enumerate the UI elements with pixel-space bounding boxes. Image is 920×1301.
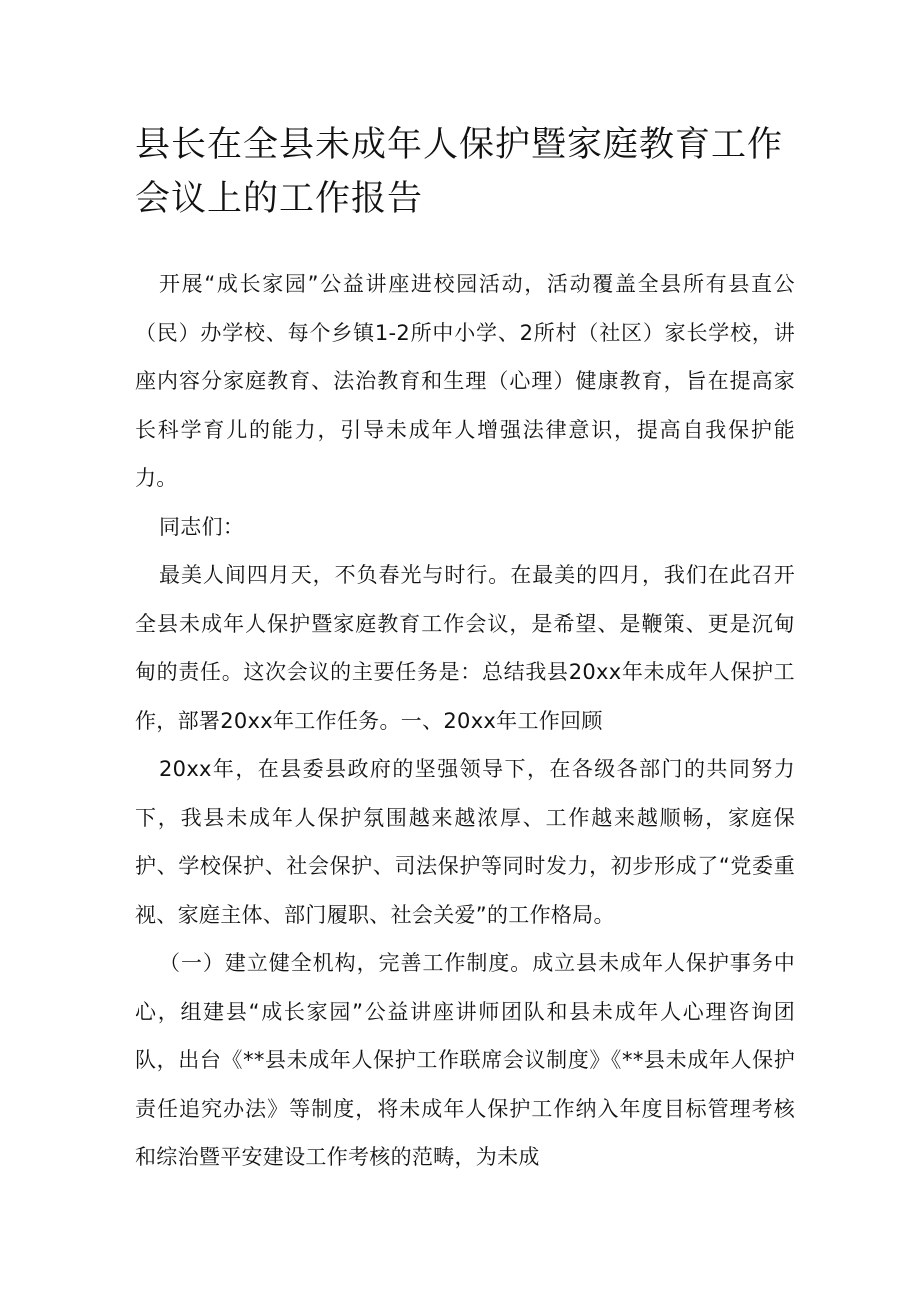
document-page (135, 118, 795, 1182)
document-title: 县长在全县未成年人保护暨家庭教育工作会议上的工作报告 (135, 125, 784, 219)
paragraph-salutation: 同志们： (159, 514, 245, 539)
paragraph-section-one: （一）建立健全机构，完善工作制度。成立县未成年人保护事务中心，组建县“成长家园”公益讲座讲师团队和县未成年人心理咨询团队，出台《**县未成年人保护工作联席会议制度》《**县未成年人保护责任追究办法》等制度，将未成年人保护工作纳入年度目标管理考核和综治暨平安建设工作考核的范畴，为未成 (135, 951, 795, 1169)
paragraph-review: 20xx年，在县委县政府的坚强领导下，在各级各部门的共同努力下，我县未成年人保护氛围越来越浓厚、工作越来越顺畅，家庭保护、学校保护、社会保护、司法保护等同时发力，初步形成了“党委重视、家庭主体、部门履职、社会关爱”的工作格局。 (135, 757, 795, 927)
paragraph-activity: 开展“成长家园”公益讲座进校园活动，活动覆盖全县所有县直公（民）办学校、每个乡镇1-2所中小学、2所村（社区）家长学校，讲座内容分家庭教育、法治教育和生理（心理）健康教育，旨在提高家长科学育儿的能力，引导未成年人增强法律意识，提高自我保护能力。 (135, 272, 795, 490)
paragraph-opening: 最美人间四月天，不负春光与时行。在最美的四月，我们在此召开全县未成年人保护暨家庭教育工作会议，是希望、是鞭策、更是沉甸甸的责任。这次会议的主要任务是：总结我县20xx年未成年人保护工作，部署20xx年工作任务。一、20xx年工作回顾 (135, 563, 795, 733)
